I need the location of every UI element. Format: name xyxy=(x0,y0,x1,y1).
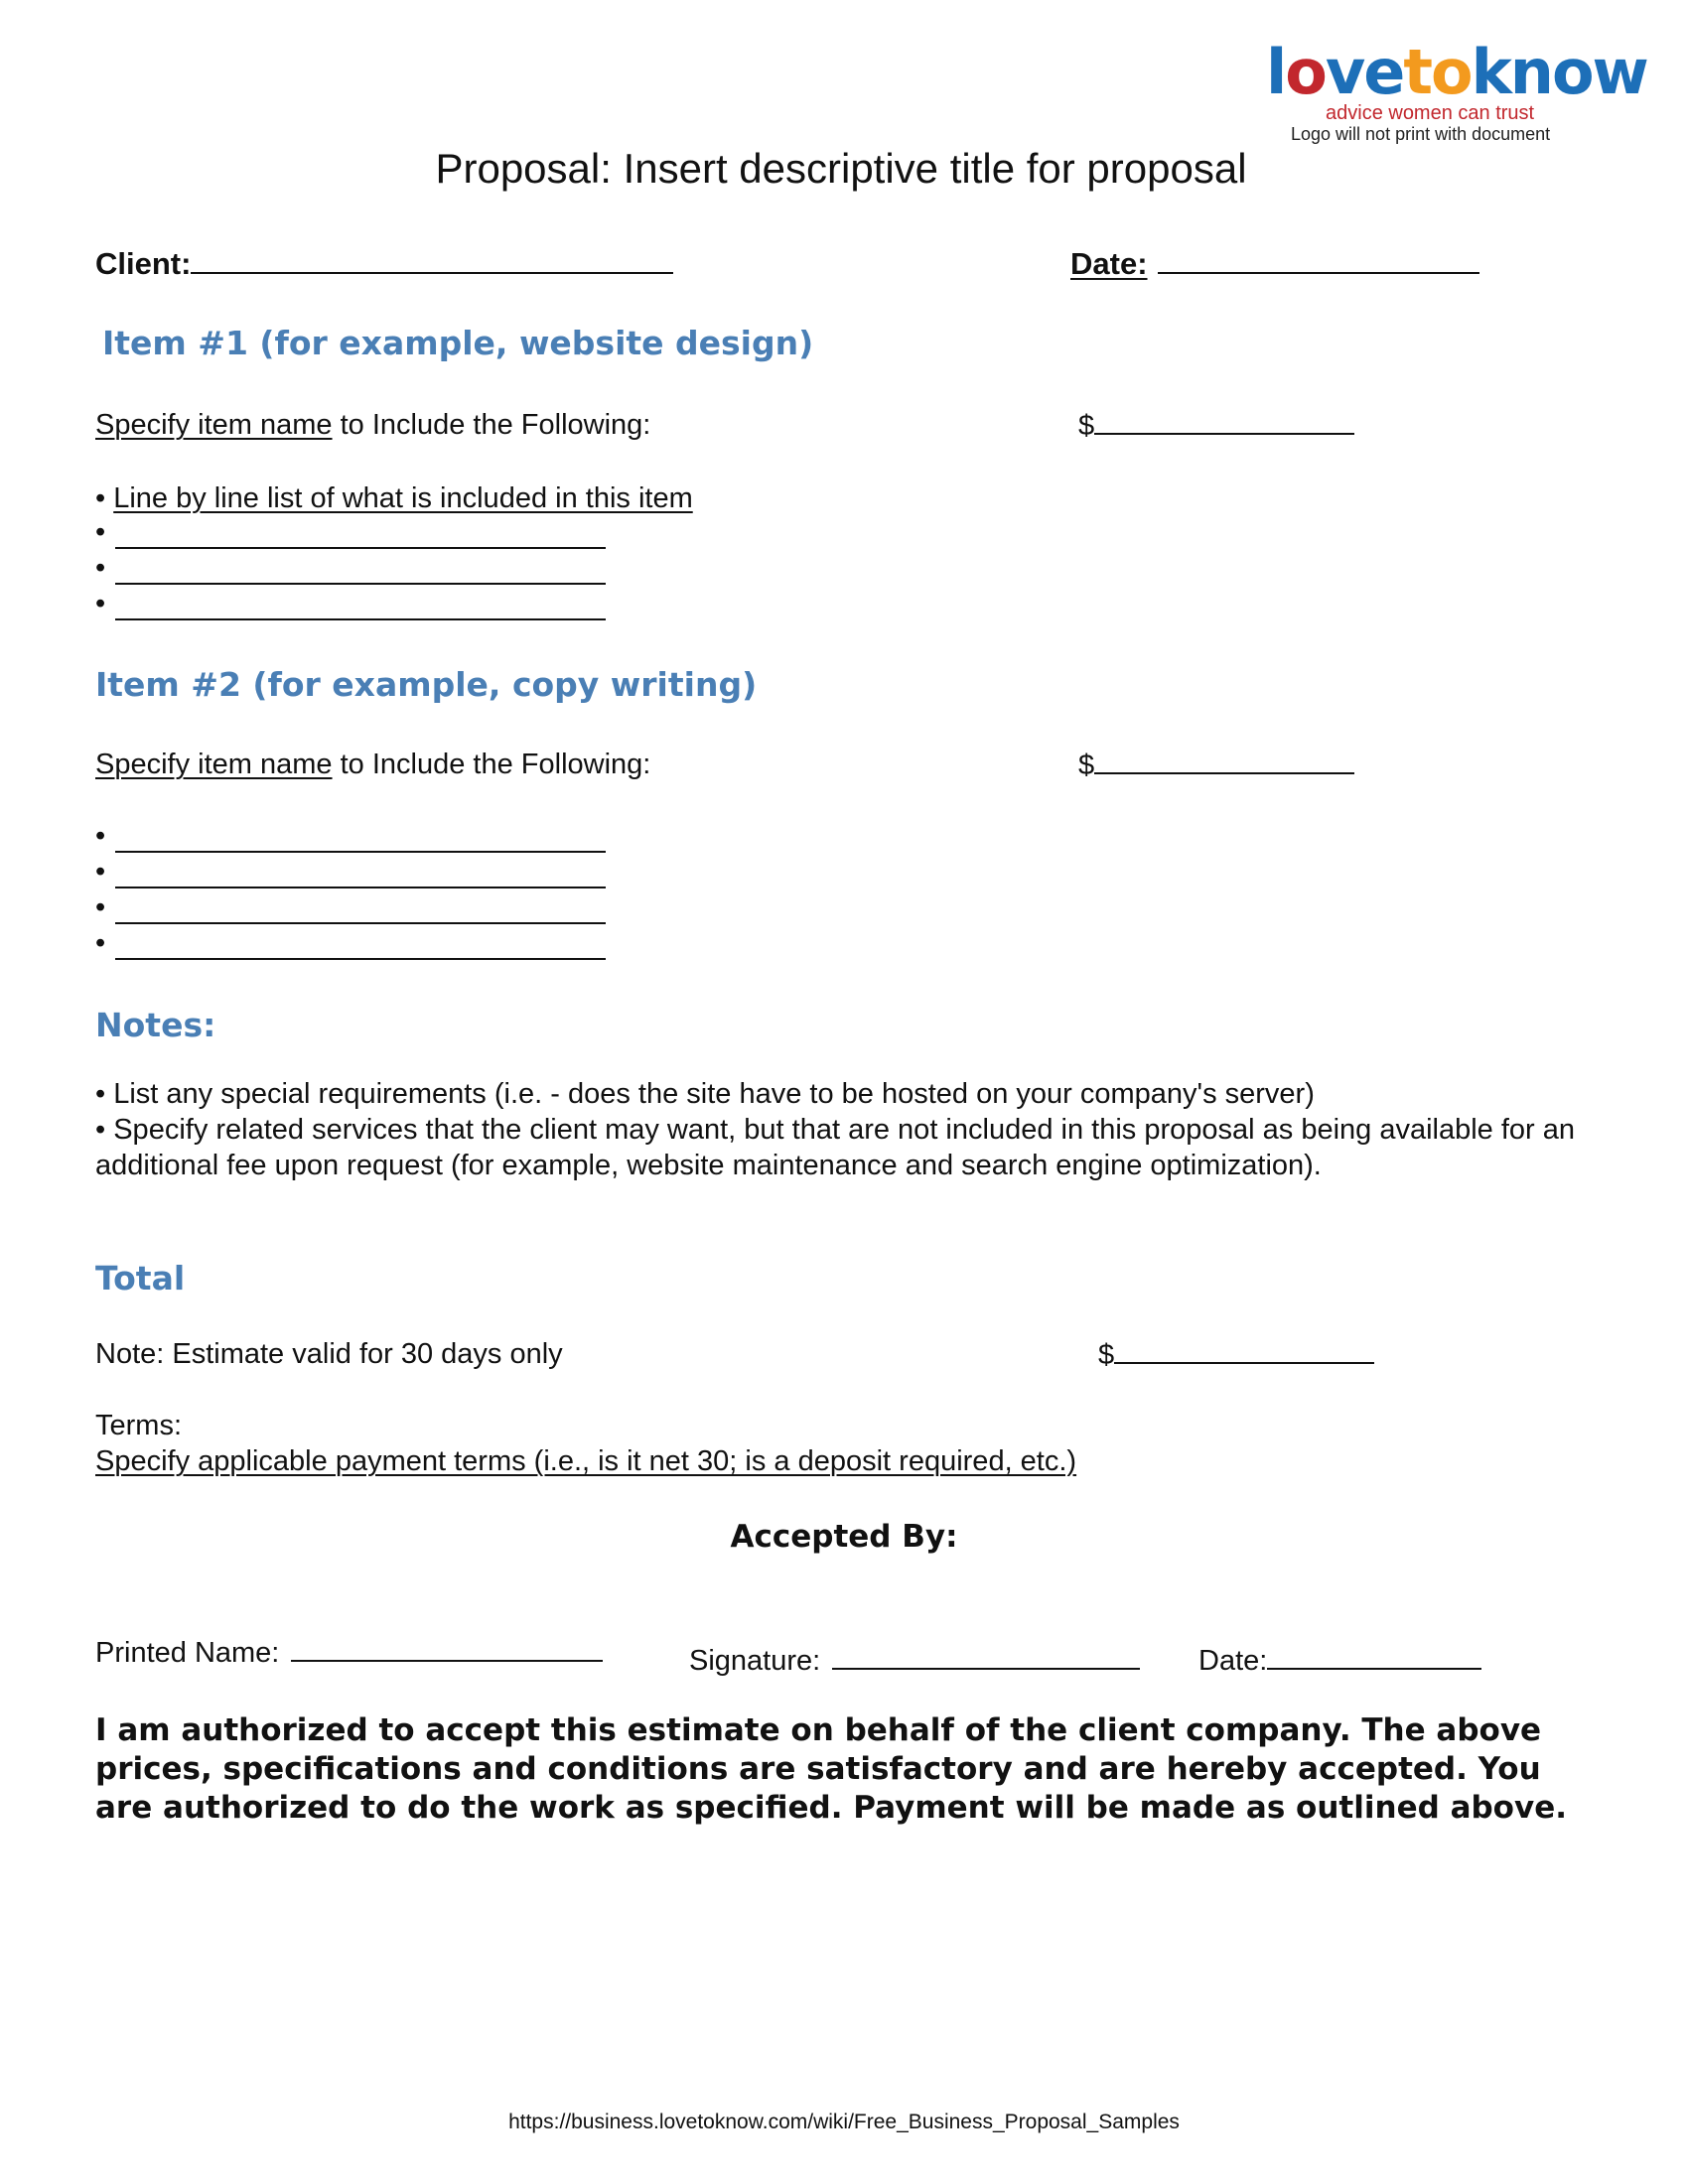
proposal-title-text: Proposal: Insert descriptive title for proposal xyxy=(435,145,1247,192)
notes-line2-text: Specify related services that the client may want, but that are not included in this proposal as being available for an additional fee upon request (for example, website maintenance and search engine optimization). xyxy=(95,1114,1576,1181)
item1-bullet-blank[interactable] xyxy=(95,552,606,585)
item1-currency: $ xyxy=(1078,410,1095,442)
printed-name-field xyxy=(95,1634,603,1671)
item1-heading: Item #1 (for example, website design) xyxy=(102,324,814,362)
estimate-note: Note: Estimate valid for 30 days only xyxy=(95,1338,563,1370)
item1-price-blank[interactable] xyxy=(1094,407,1354,435)
acceptance-date-label: Date: xyxy=(1198,1645,1268,1677)
item2-specify-rest: to Include the Following: xyxy=(332,749,651,780)
acceptance-date-blank[interactable] xyxy=(1267,1642,1481,1670)
item2-bullet-blank[interactable] xyxy=(95,927,606,960)
item1-price xyxy=(1078,407,1354,444)
item2-price xyxy=(1078,747,1354,783)
item1-bullet-blank[interactable] xyxy=(95,516,606,549)
bullet-symbol: • xyxy=(95,482,106,514)
footer-url xyxy=(0,2111,1688,2134)
client-field xyxy=(95,244,673,282)
bullet-symbol: • xyxy=(95,516,106,548)
logo-print-note: Logo will not print with document xyxy=(1291,124,1551,144)
bullet-symbol: • xyxy=(95,891,106,923)
bullet-symbol: • xyxy=(95,552,106,584)
printed-name-label: Printed Name: xyxy=(95,1637,280,1669)
acceptance-date-field xyxy=(1198,1642,1481,1679)
item1-specify-rest: to Include the Following: xyxy=(332,409,651,441)
bullet-symbol: • xyxy=(95,588,106,619)
date-blank[interactable] xyxy=(1158,244,1479,274)
printed-name-blank[interactable] xyxy=(291,1634,603,1662)
item2-currency: $ xyxy=(1078,750,1095,781)
date-label: Date: xyxy=(1070,246,1148,281)
item1-specify-line xyxy=(95,407,650,443)
bullet-symbol: • xyxy=(95,856,106,887)
bullet-symbol: • xyxy=(95,1078,106,1110)
lovetoknow-logo xyxy=(1266,36,1647,151)
signature-blank[interactable] xyxy=(832,1642,1140,1670)
terms-text-value: Specify applicable payment terms (i.e., is it net 30; is a deposit required, etc.) xyxy=(95,1445,1077,1477)
authorization-statement: I am authorized to accept this estimate on behalf of the client company. The above prices, specifications and conditions are satisfactory and are hereby accepted. You are authorized to do the work as specified. Payment will be made as outlined above. xyxy=(95,1712,1567,1826)
item2-bullet-blank[interactable] xyxy=(95,820,606,853)
total-price xyxy=(1098,1336,1374,1373)
logo-wordmark: lovetoknow xyxy=(1266,36,1647,108)
date-field xyxy=(1070,244,1479,282)
total-heading: Total xyxy=(95,1259,186,1297)
bullet-symbol: • xyxy=(95,1114,106,1146)
notes-line2 xyxy=(95,1112,1585,1183)
signature-label: Signature: xyxy=(689,1645,821,1677)
client-blank[interactable] xyxy=(191,244,673,274)
item2-specify-line xyxy=(95,747,650,782)
item1-first-bullet-text: Line by line list of what is included in this item xyxy=(113,482,693,514)
notes-body xyxy=(95,1076,1585,1183)
item2-heading: Item #2 (for example, copy writing) xyxy=(95,665,758,704)
notes-heading: Notes: xyxy=(95,1006,216,1044)
bullet-symbol: • xyxy=(95,820,106,852)
terms-text xyxy=(95,1443,1076,1479)
total-price-blank[interactable] xyxy=(1114,1336,1374,1364)
item1-specify-name: Specify item name xyxy=(95,409,333,441)
item2-specify-name: Specify item name xyxy=(95,749,333,780)
accepted-by-heading: Accepted By: xyxy=(730,1519,958,1555)
bullet-symbol: • xyxy=(95,927,106,959)
item1-bullet-blank[interactable] xyxy=(95,588,606,620)
item2-bullet-blank[interactable] xyxy=(95,856,606,888)
total-currency: $ xyxy=(1098,1339,1115,1371)
item2-price-blank[interactable] xyxy=(1094,747,1354,774)
item2-bullet-blank[interactable] xyxy=(95,891,606,924)
footer-url-text: https://business.lovetoknow.com/wiki/Free_Business_Proposal_Samples xyxy=(508,2111,1180,2133)
notes-line1-text: List any special requirements (i.e. - does the site have to be hosted on your company's server) xyxy=(113,1078,1315,1110)
notes-line1 xyxy=(95,1076,1585,1112)
proposal-title xyxy=(0,145,1688,193)
item1-first-bullet xyxy=(95,480,693,516)
terms-label: Terms: xyxy=(95,1410,182,1441)
logo-tagline: advice women can trust xyxy=(1326,102,1535,124)
signature-field xyxy=(689,1642,1140,1679)
client-label: Client: xyxy=(95,246,192,281)
